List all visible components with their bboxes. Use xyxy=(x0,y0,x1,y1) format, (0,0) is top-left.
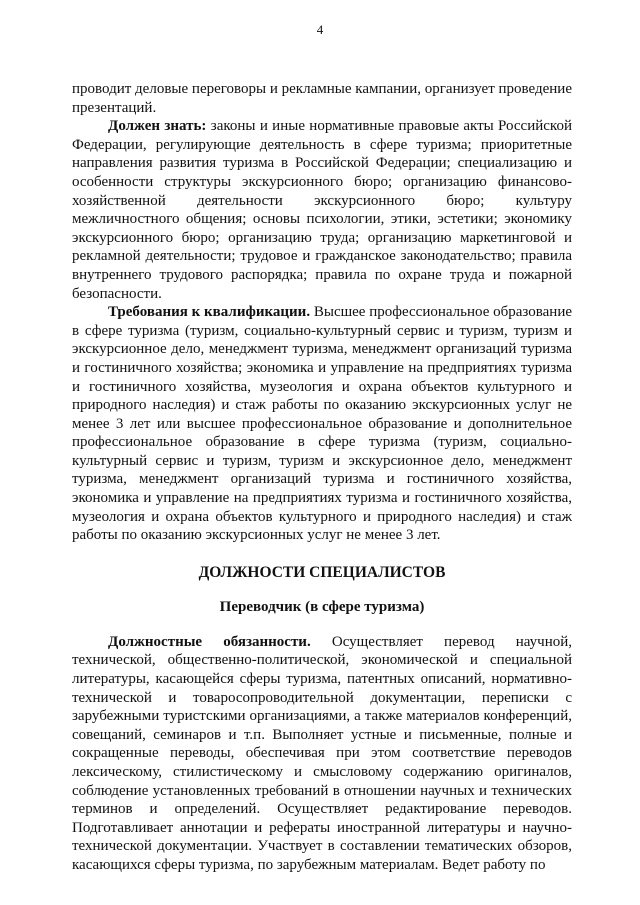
paragraph-qualification xyxy=(72,303,572,545)
qualification-label: Требования к квалификации. xyxy=(108,304,311,321)
page-number: 4 xyxy=(316,22,324,37)
position-title: Переводчик (в сфере туризма) xyxy=(219,598,425,615)
qualification-text: Высшее профессиональное образование в сфере туризма (туризм, социально-культурный сервис и туризм, туризм и экскурсионное дело, менеджмент туризма, менеджмент организаций туризма и гостиничного хозяйства; экономика и управление на предприятиях туризма и гостиничного хозяйства, музеология и охрана объектов культурного и природного наследия) и стаж работы по оказанию экскурсионных услуг не менее 3 лет или высшее профессиональное образование и дополнительное профессиональное образование в сфере туризма (туризм, социально-культурный сервис и туризм, туризм и экскурсионное дело, менеджмент туризма, менеджмент организаций туризма и гостиничного хозяйства, экономика и управление на предприятиях туризма и гостиничного хозяйства, музеология и охрана объектов культурного и природного наследия) и стаж работы по оказанию экскурсионных услуг не менее 3 лет. xyxy=(72,304,573,544)
document-body xyxy=(72,80,572,875)
duties-label: Должностные обязанности. xyxy=(108,633,311,650)
duties-text: Осуществляет перевод научной, технической, общественно-политической, экономической и специальной литературы, касающейся сферы туризма, патентных описаний, нормативно-технической и товаросопроводительной документации, переписки с зарубежными туристскими организациями, а также материалов конференций, совещаний, семинаров и т.п. Выполняет устные и письменные, полные и сокращенные переводы, обеспечивая при этом соответствие переводов лексическому, стилистическому и смысловому содержанию оригиналов, соблюдение установленных требований в отношении научных и технических терминов и определений. Осуществляет редактирование переводов. Подготавливает аннотации и рефераты иностранной литературы и научно-технической документации. Участвует в составлении тематических обзоров, касающихся сферы туризма, по зарубежным материалам. Ведет работу по xyxy=(72,633,572,873)
paragraph-knowledge xyxy=(72,117,572,303)
paragraph-duties xyxy=(72,633,572,875)
section-title: ДОЛЖНОСТИ СПЕЦИАЛИСТОВ xyxy=(198,563,446,581)
knowledge-text: законы и иные нормативные правовые акты Российской Федерации, регулирующие деятельность в сфере туризма; приоритетные направления развития туризма в Российской Федерации; специализацию и особенности структуры экскурсионного бюро; организацию финансово-хозяйственной деятельности экскурсионного бюро; культуру межличностного общения; основы психологии, этики, эстетики; экономику экскурсионного бюро; организацию труда; организацию маркетинговой и рекламной деятельности; трудовое и гражданское законодательство; правила внутреннего трудового распорядка; правила по охране труда и пожарной безопасности. xyxy=(72,118,572,302)
paragraph-continuation: проводит деловые переговоры и рекламные кампании, организует проведение презентаций. xyxy=(72,81,572,116)
knowledge-label: Должен знать: xyxy=(108,118,207,135)
